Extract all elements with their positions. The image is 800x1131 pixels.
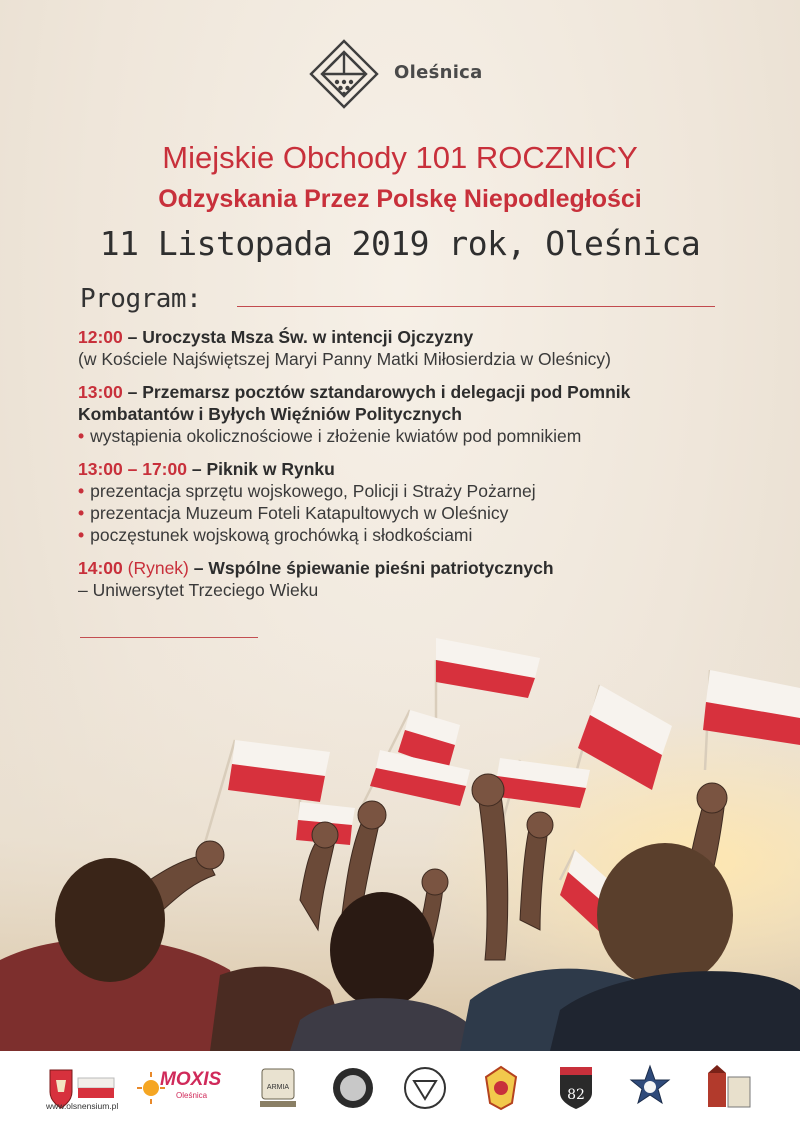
item-bullet: prezentacja sprzętu wojskowego, Policji i Straży Pożarnej [90, 481, 536, 501]
association-badge-icon [402, 1063, 448, 1113]
university-third-age-icon [704, 1063, 754, 1113]
item-title: – Piknik w Rynku [186, 459, 335, 479]
title-line-1: Miejskie Obchody 101 ROCZNICY [162, 140, 638, 175]
unit-82-badge-icon [556, 1063, 596, 1113]
website-url: www.olsnensium.pl [46, 1101, 119, 1111]
item-location: (Rynek) [122, 558, 189, 578]
bullet-dot: • [78, 481, 85, 501]
police-star-icon [628, 1063, 672, 1113]
item-bullet: prezentacja Muzeum Foteli Katapultowych w Oleśnicy [90, 503, 509, 523]
item-detail: (w Kościele Najświętszej Maryi Panny Matki Miłosierdzia w Oleśnicy) [78, 349, 611, 369]
item-time: 13:00 – 17:00 [78, 459, 187, 479]
moxis-subtitle: Oleśnica [176, 1091, 208, 1100]
regiment-badge-icon [330, 1063, 376, 1113]
item-bullet: poczęstunek wojskową grochówką i słodkościami [90, 525, 473, 545]
fire-brigade-icon [480, 1063, 522, 1113]
item-detail: – Uniwersytet Trzeciego Wieku [78, 580, 319, 600]
bullet-dot: • [78, 503, 85, 523]
bullet-dot: • [78, 426, 85, 446]
program-item [78, 381, 768, 447]
svg-text:ARMIA: ARMIA [266, 1084, 290, 1091]
logo-name: Oleśnica [394, 62, 483, 83]
olesnica-logo [308, 38, 483, 108]
program-item [78, 326, 768, 370]
flags-crowd-illustration [0, 630, 800, 1051]
title-date: 11 Listopada 2019 rok, Oleśnica [99, 224, 701, 263]
item-title: – Uroczysta Msza Św. w intencji Ojczyzny [122, 327, 474, 347]
program-item [78, 557, 768, 601]
title-line-2: Odzyskania Przez Polskę Niepodległości [158, 185, 642, 213]
bullet-dot: • [78, 525, 85, 545]
sponsors-footer [0, 1051, 800, 1131]
item-title: – Wspólne śpiewanie pieśni patriotycznych [188, 558, 554, 578]
item-bullet: wystąpienia okolicznościowe i złożenie kwiatów pod pomnikiem [90, 426, 582, 446]
army-badge-icon [256, 1063, 300, 1113]
program-item [78, 458, 768, 546]
item-title-cont: Kombatantów i Byłych Więźniów Politycznych [78, 404, 462, 424]
item-title: – Przemarsz pocztów sztandarowych i delegacji pod Pomnik [122, 382, 631, 402]
moxis-logo: MOXIS [160, 1069, 222, 1090]
item-time: 13:00 [78, 382, 123, 402]
program-heading: Program: [80, 284, 202, 314]
unit-82-label: 82 [567, 1087, 585, 1103]
program-list [78, 326, 768, 612]
item-time: 14:00 [78, 558, 123, 578]
item-time: 12:00 [78, 327, 123, 347]
olesnica-emblem-icon [308, 38, 380, 110]
program-divider [237, 306, 715, 307]
